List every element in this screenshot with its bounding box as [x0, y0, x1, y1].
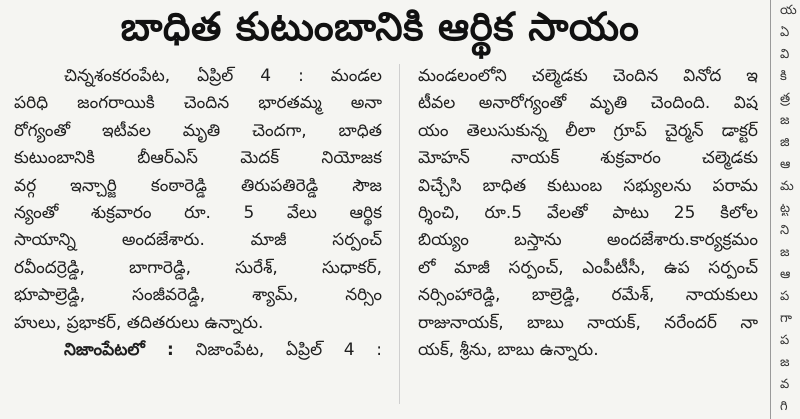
margin-rule — [770, 0, 771, 419]
fragment-glyph: య — [780, 4, 797, 18]
article-line: యక్, శ్రీను, బాబు ఉన్నారు. — [418, 339, 599, 360]
article-line: మోహన్ నాయక్ శుక్రవారం చల్మెడకు — [418, 148, 758, 169]
fragment-glyph: ని — [780, 224, 790, 238]
article-line: లో మాజీ సర్పంచ్, ఎంపీటీసీ, ఉప సర్పంచ్ — [418, 257, 758, 278]
article-line: సాయాన్ని అందజేశారు. మాజీ సర్పంచ్ — [14, 230, 382, 251]
fragment-glyph: మ — [780, 180, 794, 194]
article-line: న్యంతో శుక్రవారం రూ. 5 వేలు ఆర్థిక — [14, 202, 382, 223]
article-line: మండలంలోని చల్మెడకు చెందిన వినోద ఇ — [418, 66, 758, 86]
fragment-glyph: ట్ట — [780, 202, 791, 216]
fragment-glyph: కి — [780, 70, 787, 84]
second-article-start — [14, 337, 382, 364]
article-line: రాజునాయక్, బాబు నాయక్, నరేందర్ నా — [418, 312, 758, 333]
fragment-glyph: ఏ — [780, 26, 790, 40]
headline: బాధిత కుటుంబానికి ఆర్థిక సాయం — [120, 5, 640, 50]
fragment-glyph: ఆ — [780, 158, 791, 172]
dateline: నిజాంపేటలో : — [64, 339, 174, 360]
article-line: నర్సింహారెడ్డి, బాల్రెడ్డి, రమేశ్, నాయకులు — [418, 285, 758, 306]
article-line: బియ్యం బస్తాను అందజేశారు.కార్యక్రమం — [418, 230, 758, 251]
article-line: వర్గ ఇన్చార్జి కంఠారెడ్డి తిరుపతిరెడ్డి సౌజ — [14, 175, 382, 196]
article-line: రవీందర్రెడ్డి, బాగారెడ్డి, సురేశ్, సుధాకర్, — [14, 257, 382, 278]
article-column-right — [418, 63, 758, 364]
fragment-glyph: జ — [780, 356, 790, 370]
fragment-glyph: గి — [780, 400, 788, 414]
fragment-glyph: జ — [780, 246, 790, 260]
article-line: భూపాల్రెడ్డి, సంజీవరెడ్డి, శ్యామ్, నర్సిం — [14, 285, 382, 306]
column-divider — [399, 64, 400, 404]
fragment-glyph: వ — [780, 378, 790, 392]
article-line: విచ్చేసి బాధిత కుటుంబ సభ్యులను పరామ — [418, 175, 758, 196]
article-line: టీవల అనారోగ్యంతో మృతి చెందింది. విష — [418, 93, 758, 114]
adjacent-article-fragment — [776, 0, 800, 419]
article-line: కుటుంబానికి బీఆర్ఎస్ మెదక్ నియోజక — [14, 148, 382, 169]
article-column-left — [14, 63, 382, 364]
fragment-glyph: గా — [780, 312, 792, 326]
article-line: హులు, ప్రభాకర్, తదితరులు ఉన్నారు. — [14, 312, 264, 333]
fragment-glyph: వి — [780, 48, 790, 62]
fragment-glyph: త్ర — [780, 92, 791, 106]
fragment-glyph: ఆ — [780, 268, 791, 282]
article-line: రోగ్యంతో ఇటీవల మృతి చెందగా, బాధిత — [14, 120, 382, 141]
fragment-glyph: జి — [780, 136, 790, 150]
article-line: చిన్నశంకరంపేట, ఏప్రిల్ 4 : మండల — [64, 66, 382, 86]
article-line: ర్శించి, రూ.5 వేలతో పాటు 25 కిలోల — [418, 202, 758, 223]
dateline-text: నిజాంపేట, ఏప్రిల్ 4 : — [195, 339, 382, 360]
fragment-glyph: ప — [780, 290, 790, 304]
fragment-glyph: ప — [780, 334, 790, 348]
article-line: పరిధి జంగరాయికి చెందిన భారతమ్మ అనా — [14, 93, 382, 114]
fragment-glyph: జ — [780, 114, 790, 128]
article-line: యం తెలుసుకున్న లీలా గ్రూప్ చైర్మన్ డాక్టర్ — [418, 120, 758, 141]
